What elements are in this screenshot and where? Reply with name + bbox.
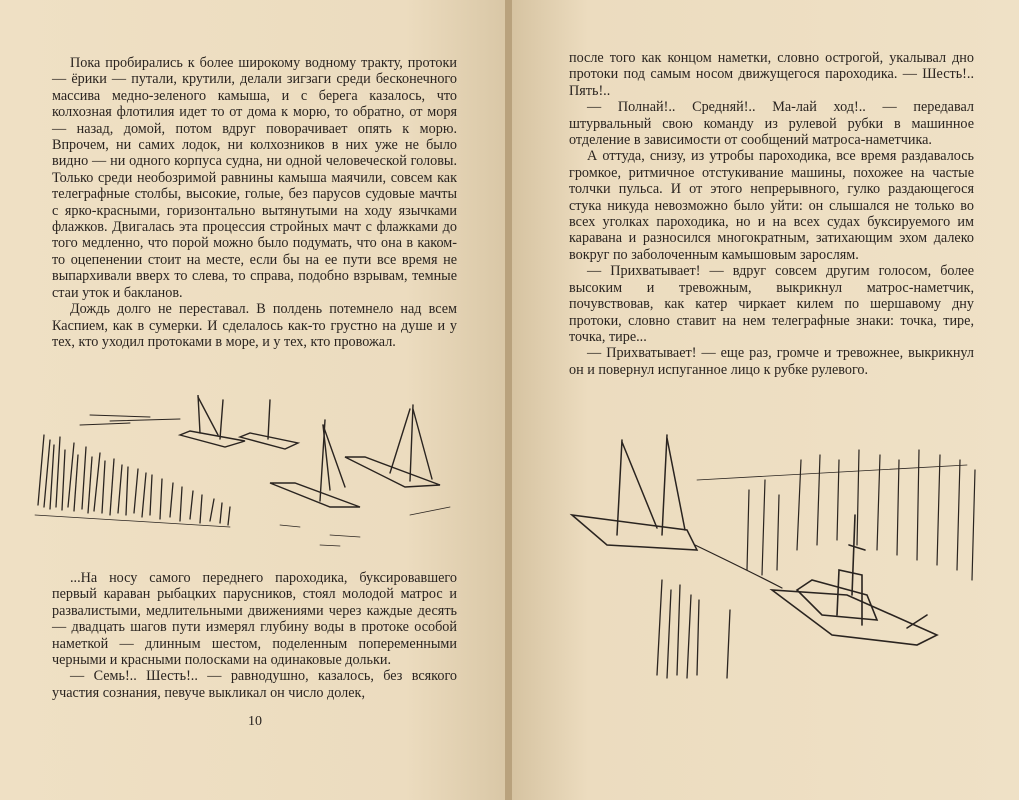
paragraph: — Прихватывает! — вдруг совсем другим голосом, более высоким и тревожным, выкрикнул матрос-наметчик, почувствовав, как катер чиркает килем по шершавому дну протоки, словно ставит на нем телеграфные знаки: точка, тире, точка, тире... — [569, 263, 974, 345]
sailboat-1 — [180, 395, 245, 447]
paragraph: — Прихватывает! — еще раз, громче и тревожнее, выкрикнул он и повернул испуганное лицо к рубке рулевого. — [569, 345, 974, 378]
reeds-bottom-left — [657, 580, 730, 678]
left-page — [0, 0, 507, 800]
steamboat-towing-sailboat-drawing — [567, 420, 987, 680]
reeds-left — [35, 435, 230, 527]
towed-sailboat — [572, 435, 697, 550]
far-shore — [80, 415, 180, 425]
paragraph: — Семь!.. Шесть!.. — равнодушно, казалось, без всякого участия сознания, певуче выкликал он число долек, — [52, 668, 457, 701]
right-text-top — [569, 50, 974, 378]
paragraph: ...На носу самого переднего пароходика, буксировавшего первый караван рыбацких парусников, стоял молодой матрос и развалистыми, медлительными движениями через каждые десять — двадцать шагов пути измерял глубину воды в протоке особой наметкой — длинным шестом, поделенным попеременными черными и красными полосками на одинаковые дольки. — [52, 570, 457, 669]
paragraph: после того как концом наметки, словно острогой, укалывал дно протоки под самым носом движущегося пароходика. — Шесть!.. Пять!.. — [569, 50, 974, 99]
right-page — [512, 0, 1019, 800]
sailboat-4 — [345, 405, 440, 487]
sailboat-2 — [240, 400, 298, 449]
water-ripples — [280, 507, 450, 546]
left-text-top — [52, 55, 457, 350]
tow-rope — [695, 545, 782, 588]
page-number: 10 — [248, 714, 262, 729]
paragraph: Дождь долго не переставал. В полдень потемнело над всем Каспием, как в сумерки. И сделалось как-то грустно на душе и у тех, кто уходил протоками в море, и у тех, кто провожал. — [52, 301, 457, 350]
paragraph: А оттуда, снизу, из утробы пароходика, все время раздавалось громкое, ритмичное отстукивание машины, похожее на частые толчки пульса. И от этого непрерывного, гулко раздающегося стука никуда невозможно было уйти: он слышался не только во всех уголках пароходика, но и на всех судах буксируемого им каравана и разносился многократным, затихающим эхом далеко вокруг по заболоченным камышовым зарослям. — [569, 148, 974, 263]
reeds-right — [697, 450, 975, 580]
steamboat — [772, 515, 937, 645]
sailboat-3 — [270, 420, 360, 507]
paragraph: — Полнай!.. Средняй!.. Ма-лай ход!.. — передавал штурвальный свою команду из рулевой рубки в машинное отделение в зависимости от сообщений матроса-наметчика. — [569, 99, 974, 149]
sailboats-in-reeds-drawing — [30, 395, 470, 570]
left-text-bottom — [52, 570, 457, 701]
paragraph: Пока пробирались к более широкому водному тракту, протоки — ёрики — путали, крутили, делали зигзаги среди бесконечного массива медно-зеленого камыша, и с берега казалось, что колхозная флотилия идет то от дома к морю, то обратно, от моря — назад, домой, потом вдруг поворачивает опять к морю. Впрочем, ни самих лодок, ни колхозников в них уже не было видно — ни одного корпуса судна, ни одной человеческой головы. Только среди необозримой равнины камыша маячили, совсем как телеграфные столбы, высокие, голые, без парусов судовые мачты с ярко-красными, горизонтально вытянутыми на ходу язычками флажков. Двигалась эта процессия стройных мачт с флажками до того медленно, что порой можно было подумать, что она в каком-то оцепенении стоит на месте, если бы на ее пути все время не выпархивали вверх то слева, то справа, подобно взрывам, темные стаи уток и бакланов. — [52, 55, 457, 301]
